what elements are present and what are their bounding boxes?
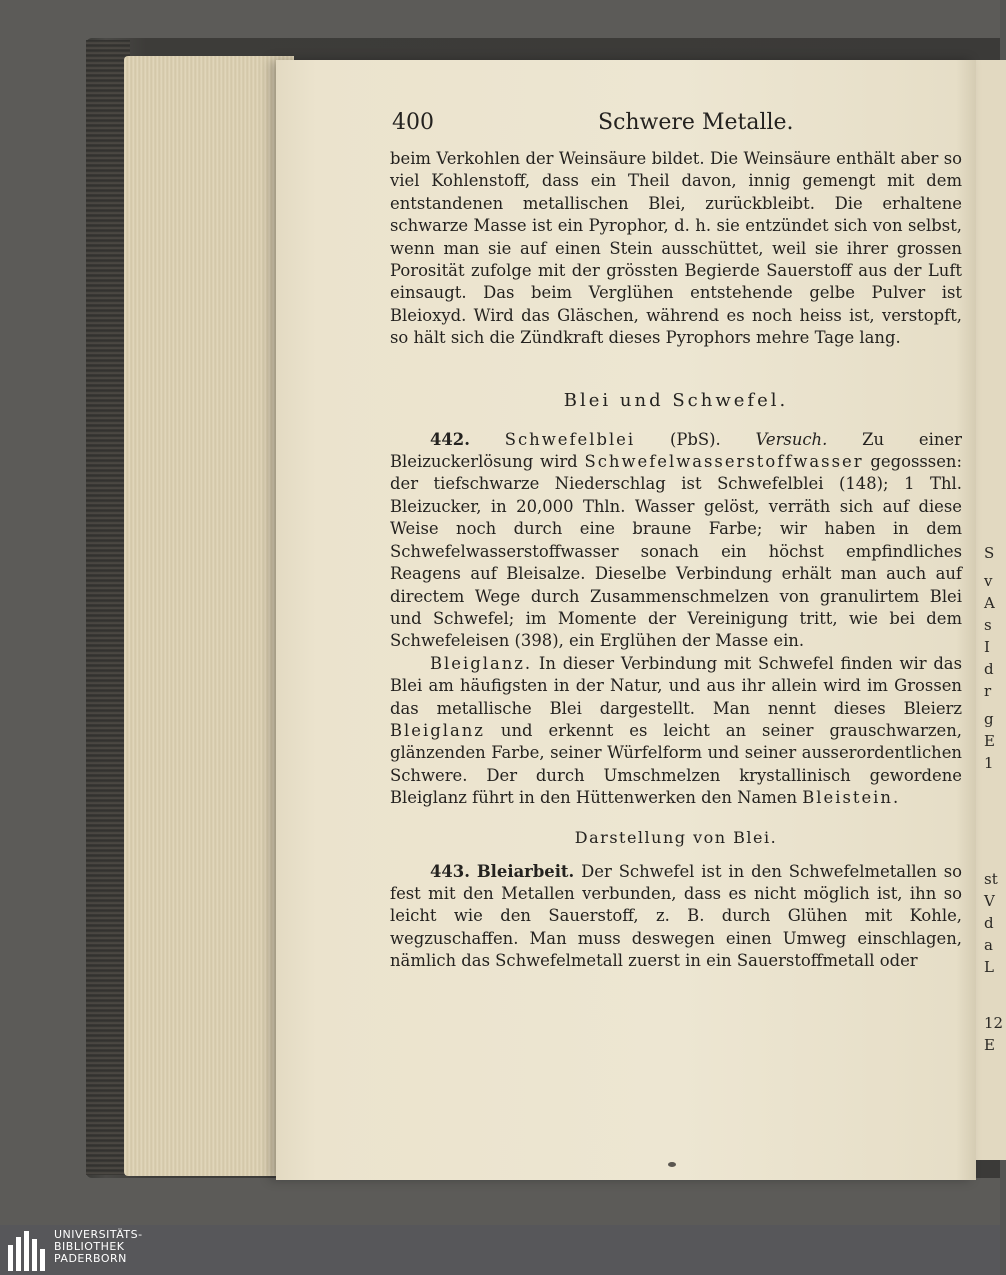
text: Der Schwefel ist in den Schwefelmetallen so fest mit den Metallen verbunden, dass es nicht möglich ist, ihn so leicht wie den Sauerstoff, z. B. durch Glühen mit Kohle, wegzuschaffen. Man muss deswegen einen Umweg einschlagen, nämlich das Schwefelmetall zuerst in ein Sauerstoffmetall oder <box>390 861 962 971</box>
fragment: V <box>984 892 995 910</box>
page-edges <box>124 56 294 1176</box>
fragment: E <box>984 1036 995 1054</box>
formula: (PbS). <box>669 429 721 449</box>
running-title: Schwere Metalle. <box>598 110 794 135</box>
paragraph-442 <box>390 429 962 653</box>
fragment: r <box>984 682 992 700</box>
section-title-blei-und-schwefel: Blei und Schwefel. <box>563 389 789 411</box>
intro-paragraph: beim Verkohlen der Weinsäure bildet. Die Weinsäure enthält aber so viel Kohlenstoff, dass ein Theil davon, innig gemengt mit dem entstandenen metallischen Blei, zurückbleibt. Die erhaltene schwarze Masse ist ein Pyrophor, d. h. sie entzündet sich von selbst, wenn man sie auf einen Stein ausschüttet, weil sie ihrer grossen Porosität zufolge mit der grössten Begierde Sauerstoff aus der Luft einsaugt. Das beim Verglühen entstehende gelbe Pulver ist Bleioxyd. Wird das Gläschen, während es noch heiss ist, verstopft, so hält sich die Zündkraft dieses Pyrophors mehre Tage lang. <box>390 149 962 348</box>
paragraph-443 <box>390 861 962 973</box>
fragment: st <box>984 870 998 888</box>
fragment: g <box>984 710 994 728</box>
fragment: S <box>984 544 995 562</box>
fragment: s <box>984 616 992 634</box>
text: Zu einer Bleizuckerlösung wird <box>390 429 962 472</box>
term: Bleistein. <box>802 788 901 808</box>
logo-line: UNIVERSITÄTS- <box>54 1228 143 1241</box>
term: Bleiglanz. <box>430 653 533 673</box>
fragment: d <box>984 660 994 678</box>
page-header <box>390 108 962 148</box>
fragment: v <box>984 572 993 590</box>
versuch-label: Versuch. <box>755 429 828 449</box>
paragraph-number: 442. <box>430 429 470 449</box>
page-number: 400 <box>392 110 434 135</box>
paragraph-bleiglanz <box>390 653 962 810</box>
text: und erkennt es leicht an seiner grauschwarzen, glänzenden Farbe, seiner Würfelform und seiner ausserordentlichen Schwere. Der durch Umschmelzen krystallinisch gewordene Bleiglanz führt in den Hüttenwerken den Namen <box>390 720 962 808</box>
fragment: d <box>984 914 994 932</box>
library-logo-text <box>54 1229 143 1265</box>
text: In dieser Verbindung mit Schwefel finden wir das Blei am häufigsten in der Natur, und aus ihr allein wird im Grossen das metallische Blei dargestellt. Man nennt dieses Bleierz <box>390 653 962 718</box>
term: Bleiarbeit. <box>476 861 575 881</box>
fragment: 1 <box>984 754 994 772</box>
page-content <box>390 108 962 973</box>
fragment: I <box>984 638 990 656</box>
ink-spot <box>668 1162 676 1167</box>
library-logo-icon <box>8 1231 48 1271</box>
logo-line: PADERBORN <box>54 1252 127 1265</box>
fragment: E <box>984 732 995 750</box>
fragment: A <box>984 594 995 612</box>
footer-bar <box>0 1225 1000 1275</box>
section-title-darstellung: Darstellung von Blei. <box>574 827 778 847</box>
next-page-edge <box>976 60 1006 1160</box>
logo-line: BIBLIOTHEK <box>54 1240 125 1253</box>
fragment: a <box>984 936 993 954</box>
term: Schwefelwasserstoffwasser <box>584 452 864 472</box>
fragment: 12 <box>984 1014 1004 1032</box>
fragment: L <box>984 958 994 976</box>
term: Bleiglanz <box>390 720 485 740</box>
text: gegosssen: der tiefschwarze Niederschlag ist Schwefelblei (148); 1 Thl. Bleizucker, in 20,000 Thln. Wasser gelöst, verräth sich auf diese Weise noch durch eine braune Farbe; wir haben in dem Schwefelwasserstoffwasser sonach ein höchst empfindliches Reagens auf Bleisalze. Dieselbe Verbindung erhält man auch auf directem Wege durch Zusammenschmelzen von granulirtem Blei und Schwefel; im Momente der Vereinigung tritt, wie bei dem Schwefeleisen (398), ein Erglühen der Masse ein. <box>390 452 962 651</box>
term: Schwefelblei <box>504 429 636 449</box>
paragraph-number: 443. <box>430 861 470 881</box>
